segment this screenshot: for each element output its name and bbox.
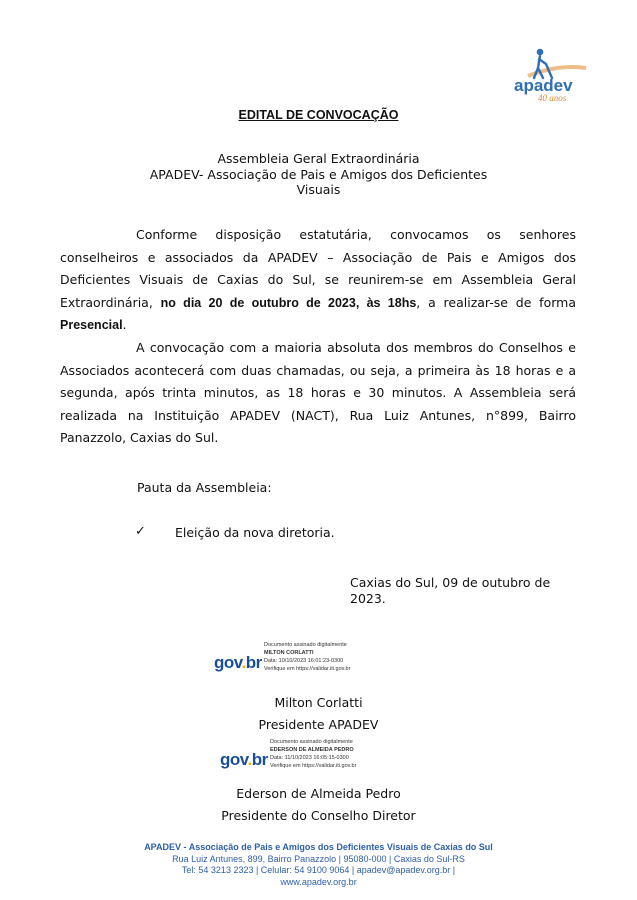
footer [0,842,637,888]
footer-website: www.apadev.org.br [280,876,357,887]
signer-2-role: Presidente do Conselho Diretor [221,808,416,823]
govbr-logo: gov.br [220,750,268,769]
checkmark-icon: ✓ [135,524,146,539]
document-title: EDITAL DE CONVOCAÇÃO [238,108,399,122]
paragraph-2 [60,337,576,450]
paragraph-1-text-e: . [122,317,127,332]
logo-subtitle: 40 anos [538,93,567,103]
stamp-details: Documento assinado digitalmente EDERSON DE ALMEIDA PEDRO Data: 11/10/2023 16:05:15-0300 Verifique em https://validar.iti.gov.br [270,739,357,769]
footer-address: Rua Luiz Antunes, 899, Bairro Panazzolo | 95080-000 | Caxias do Sul-RS [172,853,465,864]
heading-line-3: Visuais [296,182,341,197]
footer-org-name: APADEV - Associação de Pais e Amigos dos Deficientes Visuais de Caxias do Sul [144,842,493,852]
logo-wordmark: apadev [514,76,573,95]
paragraph-1-text-a: Conforme disposição estatutária, convocamos os senhores conselheiros e associados da APADEV – Associação de Pais e Amigos dos Deficientes Visuais de Caxias do Sul, se reunirem-se em Assembleia Geral Extraordinária, [60,227,576,310]
govbr-signature-stamp-1 [214,641,384,681]
footer-contact: Tel: 54 3213 2323 | Celular: 54 9100 9064 | apadev@apadev.org.br | [181,865,456,875]
signer-2-name: Ederson de Almeida Pedro [236,786,401,801]
apadev-logo [508,46,588,106]
paragraph-1 [60,224,576,337]
agenda-label: Pauta da Assembleia: [137,480,272,495]
paragraph-1-presencial-bold: Presencial [60,318,123,332]
signer-1-name: Milton Corlatti [274,695,363,710]
heading-line-1: Assembleia Geral Extraordinária [217,151,420,166]
paragraph-1-date-bold: no dia 20 de outubro de 2023, às 18hs [160,295,417,310]
govbr-logo: gov.br [214,653,262,672]
paragraph-2-text: A convocação com a maioria absoluta dos membros do Conselhos e Associados acontecerá com duas chamadas, ou seja, a primeira às 18 horas e a segunda, após trinta minutos, as 18 horas e 30 minutos. A Assembleia será realizada na Instituição APADEV (NACT), Rua Luiz Antunes, n°899, Bairro Panazzolo, Caxias do Sul. [60,340,576,445]
agenda-item: Eleição da nova diretoria. [175,525,335,540]
date-line: Caxias do Sul, 09 de outubro de 2023. [350,575,551,606]
govbr-signature-stamp-2 [220,738,390,778]
signer-1-role: Presidente APADEV [258,717,379,732]
heading-line-2: APADEV- Associação de Pais e Amigos dos Deficientes [149,167,488,182]
stamp-details: Documento assinado digitalmente MILTON CORLATTI Data: 10/10/2023 16:01:23-0300 Verifique em https://validar.iti.gov.br [264,642,351,672]
paragraph-1-text-c: , a realizar-se de forma [416,294,576,310]
